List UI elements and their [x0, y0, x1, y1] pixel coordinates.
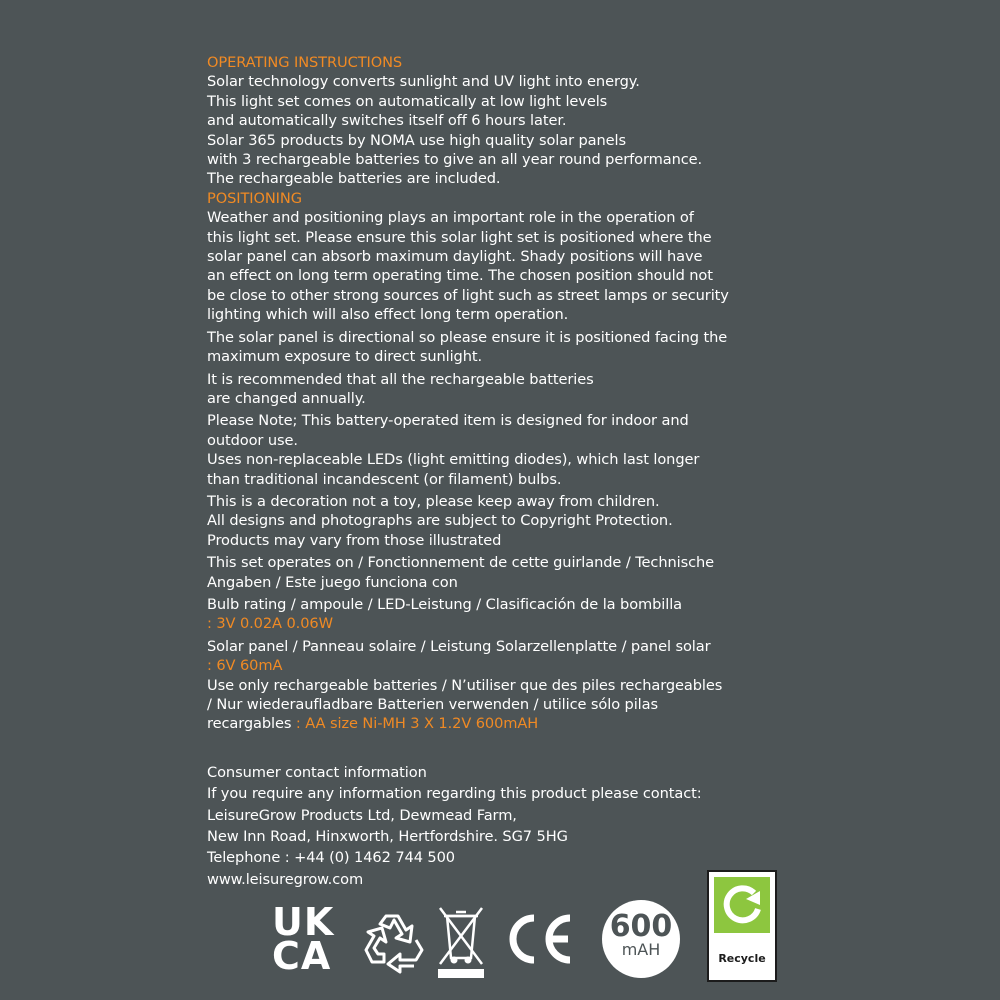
battery-spec-prefix: recargables — [207, 715, 292, 733]
battery-change-line: It is recommended that all the rechargeable batteries — [207, 370, 594, 388]
battery-spec-line: / Nur wiederaufladbare Batterien verwenden / utilice sólo pilas — [207, 696, 658, 713]
contact-address: New Inn Road, Hinxworth, Hertfordshire. SG7 5HG — [207, 828, 568, 846]
positioning-line: lighting which will also effect long term operation. — [207, 306, 569, 324]
contact-telephone: Telephone : +44 (0) 1462 744 500 — [207, 849, 455, 867]
capacity-number: 600 — [609, 909, 673, 944]
positioning-line: an effect on long term operating time. The chosen position should not — [207, 267, 713, 285]
operating-heading: OPERATING INSTRUCTIONS — [207, 54, 403, 71]
contact-website: www.leisuregrow.com — [207, 870, 364, 888]
led-note-line: than traditional incandescent (or filament) bulbs. — [207, 470, 562, 488]
solar-panel-label: Solar panel / Panneau solaire / Leistung Solarzellenplatte / panel solar — [207, 637, 711, 655]
safety-note-line: Products may vary from those illustrated — [207, 531, 502, 549]
safety-note-line: This is a decoration not a toy, please keep away from children. — [207, 492, 660, 510]
weee-bin-icon — [436, 902, 486, 978]
positioning-line: be close to other strong sources of light such as street lamps or security — [207, 286, 729, 304]
consumer-contact — [207, 763, 907, 889]
positioning-heading: POSITIONING — [207, 189, 302, 207]
specs-intro-line: This set operates on / Fonctionnement de cette guirlande / Technische — [207, 554, 715, 572]
positioning-line: this light set. Please ensure this solar light set is positioned where the — [207, 228, 712, 246]
operating-line: with 3 rechargeable batteries to give an all year round performance. — [207, 151, 703, 169]
positioning-line: solar panel can absorb maximum daylight. Shady positions will have — [207, 248, 703, 266]
ukca-bottom: CA — [272, 934, 332, 978]
battery-spec-line: Use only rechargeable batteries / N’utiliser que des piles rechargeables — [207, 676, 723, 694]
bulb-rating-value: : 3V 0.02A 0.06W — [207, 615, 333, 633]
bulb-rating-label: Bulb rating / ampoule / LED-Leistung / Clasificación de la bombilla — [207, 595, 683, 613]
directional-line: The solar panel is directional so please ensure it is positioned facing the — [207, 328, 728, 346]
recycling-icon — [358, 906, 430, 978]
operating-line: The rechargeable batteries are included. — [207, 170, 501, 188]
battery-spec-value: : AA size Ni-MH 3 X 1.2V 600mAH — [291, 715, 539, 733]
contact-intro: If you require any information regarding this product please contact: — [207, 785, 702, 803]
contact-title: Consumer contact information — [207, 763, 427, 781]
usage-note-line: outdoor use. — [207, 431, 298, 449]
contact-company: LeisureGrow Products Ltd, Dewmead Farm, — [207, 806, 517, 824]
ukca-icon — [272, 900, 342, 978]
ukca-top: UK — [272, 900, 335, 944]
positioning-line: Weather and positioning plays an important role in the operation of — [207, 209, 694, 227]
operating-line: This light set comes on automatically at low light levels — [207, 92, 608, 110]
specs-intro-line: Angaben / Este juego funciona con — [207, 573, 458, 591]
operating-line: Solar technology converts sunlight and UV light into energy. — [207, 73, 640, 91]
recycle-label-text: Recycle — [718, 952, 766, 965]
capacity-unit: mAH — [621, 940, 661, 959]
led-note-line: Uses non-replaceable LEDs (light emitting diodes), which last longer — [207, 451, 700, 469]
instructions-text — [207, 53, 907, 891]
battery-spec-last-line — [207, 714, 907, 733]
directional-line: maximum exposure to direct sunlight. — [207, 348, 483, 366]
operating-line: and automatically switches itself off 6 hours later. — [207, 112, 567, 130]
solar-panel-value: : 6V 60mA — [207, 657, 283, 675]
ce-mark-icon — [504, 912, 574, 966]
operating-line: Solar 365 products by NOMA use high quality solar panels — [207, 131, 627, 149]
capacity-badge-icon — [602, 900, 680, 978]
usage-note-line: Please Note; This battery-operated item is designed for indoor and — [207, 412, 689, 430]
safety-note-line: All designs and photographs are subject to Copyright Protection. — [207, 512, 673, 530]
battery-change-line: are changed annually. — [207, 389, 366, 407]
